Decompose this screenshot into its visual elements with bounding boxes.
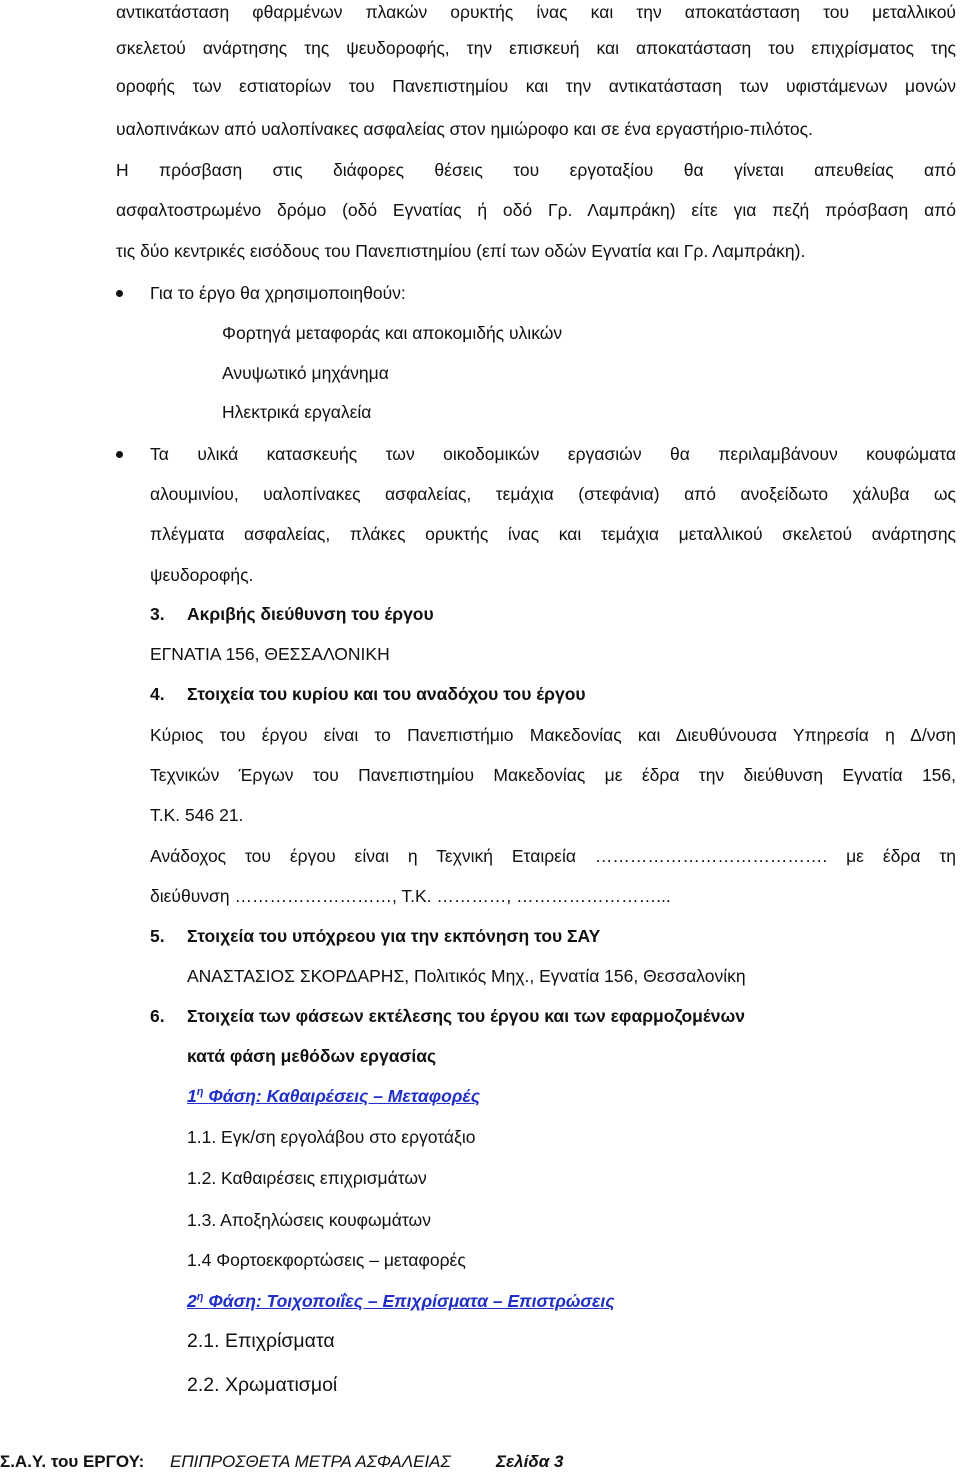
paragraph-line: ασφαλτοστρωμένο δρόμο (οδό Εγνατίας ή οδό Γρ. Λαμπράκη) είτε για πεζή πρόσβαση από [116,200,956,220]
section-title: Στοιχεία του κυρίου και του αναδόχου του έργου [187,684,586,704]
phase-title: Φάση: Τοιχοποιΐες – Επιχρίσματα – Επιστρώσεις [208,1291,615,1311]
paragraph-line: υαλοπινάκων από υαλοπίνακες ασφαλείας στον ημιώροφο και σε ένα εργαστήριο-πιλότος. [116,119,813,139]
phase-item: 1.1. Εγκ/ση εργολάβου στο εργοτάξιο [187,1127,476,1147]
phase-item: 1.4 Φορτοεκφορτώσεις – μεταφορές [187,1250,466,1270]
paragraph-line: οροφής των εστιατορίων του Πανεπιστημίου και την αντικατάσταση των υφιστάμενων μονών [116,76,956,96]
bullet-text-line: πλέγματα ασφαλείας, πλάκες ορυκτής ίνας και τεμάχια μεταλλικού σκελετού ανάρτησης [150,524,956,544]
phase-ordinal: η [196,1291,204,1303]
bullet-text: Για το έργο θα χρησιμοποιηθούν: [150,283,406,303]
phase-item: 2.1. Επιχρίσματα [187,1330,335,1352]
section-text: ΑΝΑΣΤΑΣΙΟΣ ΣΚΟΡΔΑΡΗΣ, Πολιτικός Μηχ., Εγνατία 156, Θεσσαλονίκη [187,966,746,986]
section-title: Στοιχεία του υπόχρεου για την εκπόνηση του ΣΑΥ [187,926,601,946]
list-item: Ανυψωτικό μηχάνημα [222,363,389,383]
paragraph-line: Η πρόσβαση στις διάφορες θέσεις του εργοταξίου θα γίνεται απευθείας από [116,160,956,180]
section-heading [150,1005,745,1027]
phase-heading [187,1290,615,1312]
section-title: Στοιχεία των φάσεων εκτέλεσης του έργου και των εφαρμοζομένων [187,1006,746,1026]
bullet-icon [116,290,123,297]
section-heading [150,925,600,947]
phase-item: 1.2. Καθαιρέσεις επιχρισμάτων [187,1168,427,1188]
phase-item: 1.3. Αποξηλώσεις κουφωμάτων [187,1210,431,1230]
section-text: ΕΓΝΑΤΙΑ 156, ΘΕΣΣΑΛΟΝΙΚΗ [150,644,390,664]
section-text-line: Τ.Κ. 546 21. [150,805,244,825]
footer-project: ΕΠΙΠΡΟΣΘΕΤΑ ΜΕΤΡΑ ΑΣΦΑΛΕΙΑΣ [170,1452,451,1471]
section-title: Ακριβής διεύθυνση του έργου [187,604,434,624]
paragraph-line: σκελετού ανάρτησης της ψευδοροφής, την επισκευή και αποκατάσταση του επιχρίσματος της [116,38,956,58]
bullet-text-line: Τα υλικά κατασκευής των οικοδομικών εργασιών θα περιλαμβάνουν κουφώματα [150,444,956,464]
phase-ordinal: η [196,1086,204,1098]
phase-item: 2.2. Χρωματισμοί [187,1374,338,1396]
section-heading [150,603,434,625]
footer-label: Σ.Α.Υ. του ΕΡΓΟΥ: [0,1452,145,1471]
paragraph-line: τις δύο κεντρικές εισόδους του Πανεπιστημίου (επί των οδών Εγνατία και Γρ. Λαμπράκη). [116,241,806,261]
paragraph-line: αντικατάσταση φθαρμένων πλακών ορυκτής ίνας και την αποκατάσταση του μεταλλικού [116,2,956,22]
footer-page-number: Σελίδα 3 [496,1452,564,1471]
phase-number: 2 [187,1291,197,1311]
bullet-text-line: ψευδοροφής. [150,565,254,585]
section-text-line: Τεχνικών Έργων του Πανεπιστημίου Μακεδονίας με έδρα την διεύθυνση Εγνατία 156, [150,765,956,785]
section-heading [150,683,586,705]
phase-heading [187,1085,480,1107]
bullet-text-line: αλουμινίου, υαλοπίνακες ασφαλείας, τεμάχια (στεφάνια) από ανοξείδωτο χάλυβα ως [150,484,956,504]
section-number: 5. [150,926,165,946]
section-text-line: Ανάδοχος του έργου είναι η Τεχνική Εταιρεία …………………………………. με έδρα τη [150,846,956,866]
list-item: Φορτηγά μεταφοράς και αποκομιδής υλικών [222,323,563,343]
section-number: 3. [150,604,165,624]
list-item: Ηλεκτρικά εργαλεία [222,402,372,422]
section-number: 4. [150,684,165,704]
phase-number: 1 [187,1086,197,1106]
section-text-line: Κύριος του έργου είναι το Πανεπιστήμιο Μακεδονίας και Διευθύνουσα Υπηρεσία η Δ/νση [150,725,956,745]
section-title-continued: κατά φάση μεθόδων εργασίας [187,1046,437,1066]
phase-title: Φάση: Καθαιρέσεις – Μεταφορές [208,1086,481,1106]
section-number: 6. [150,1006,165,1026]
bullet-icon [116,451,123,458]
section-text-line: διεύθυνση ………………………, Τ.Κ. …………, ……………………... [150,886,671,906]
